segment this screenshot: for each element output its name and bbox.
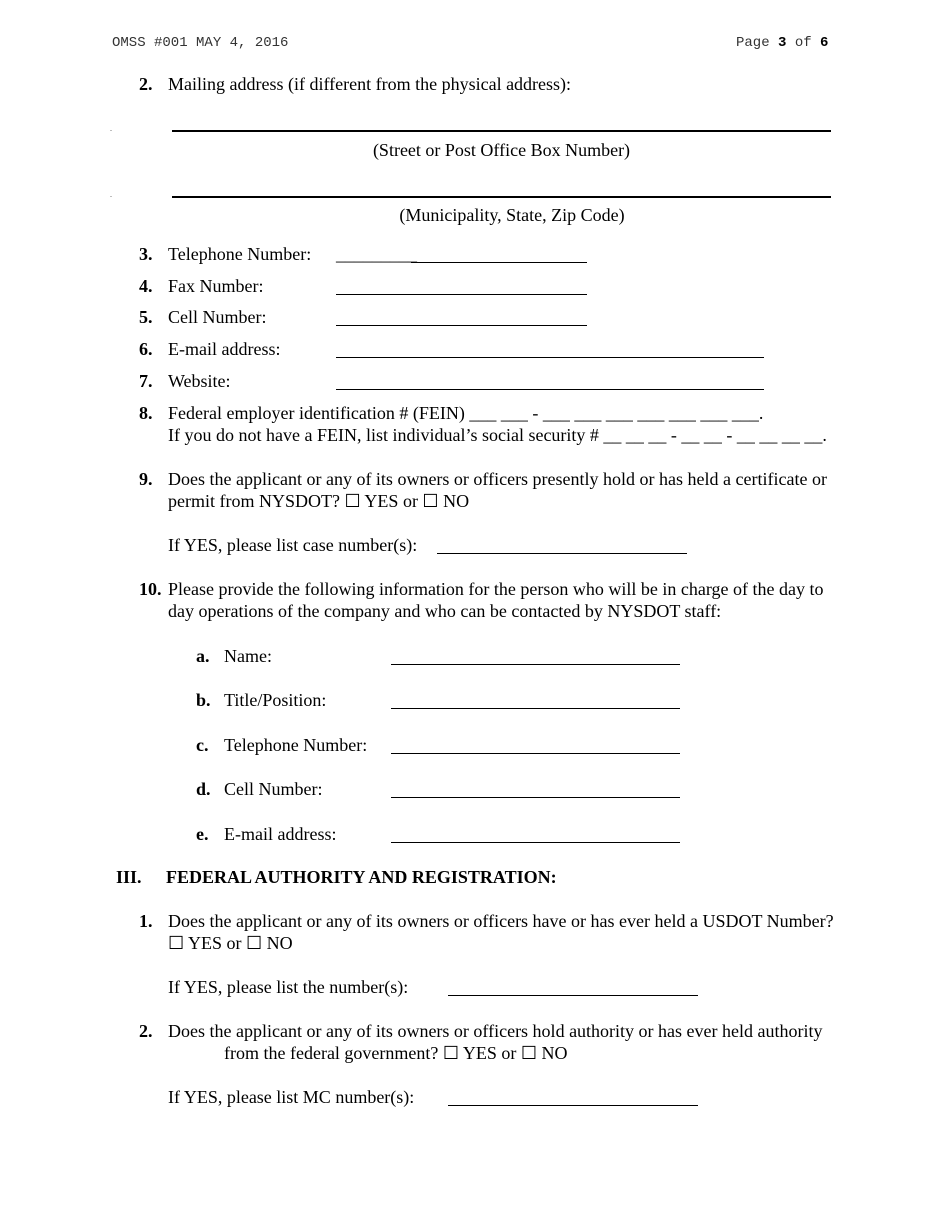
s3q2-line1: Does the applicant or any of its owners or officers hold authority or has ever held authority bbox=[168, 1021, 823, 1041]
street-caption: (Street or Post Office Box Number) bbox=[372, 140, 631, 160]
q10d-label: Cell Number: bbox=[224, 779, 323, 799]
q7-number: 7. bbox=[139, 371, 153, 391]
q10-line1: Please provide the following information for the person who will be in charge of the day to bbox=[168, 579, 824, 599]
q3-number: 3. bbox=[139, 244, 153, 264]
city-state-zip-field[interactable] bbox=[172, 196, 831, 198]
usdot-numbers-field[interactable] bbox=[448, 995, 698, 996]
q10b-letter: b. bbox=[196, 690, 211, 710]
page-total: 6 bbox=[820, 35, 829, 51]
mc-numbers-field[interactable] bbox=[448, 1105, 698, 1106]
contact-cell-field[interactable] bbox=[391, 797, 680, 798]
page-current: 3 bbox=[778, 35, 787, 51]
q9-line1: Does the applicant or any of its owners or officers presently hold or has held a certificate or bbox=[168, 469, 827, 489]
fax-field[interactable] bbox=[336, 294, 587, 295]
s3q1-number: 1. bbox=[139, 911, 153, 931]
q9-followup-label: If YES, please list case number(s): bbox=[168, 535, 418, 555]
city-caption: (Municipality, State, Zip Code) bbox=[399, 205, 625, 225]
q10d-letter: d. bbox=[196, 779, 211, 799]
contact-telephone-field[interactable] bbox=[391, 753, 680, 754]
fein-field[interactable]: Federal employer identification # (FEIN) ___ ___ - ___ ___ ___ ___ ___ ___ ___. bbox=[168, 403, 764, 423]
page-indicator bbox=[736, 34, 828, 52]
q10a-label: Name: bbox=[224, 646, 272, 666]
case-numbers-field[interactable] bbox=[437, 553, 687, 554]
q10e-label: E-mail address: bbox=[224, 824, 337, 844]
q9-yes-no-checkboxes[interactable]: permit from NYSDOT? ☐ YES or ☐ NO bbox=[168, 491, 470, 511]
q9-number: 9. bbox=[139, 469, 153, 489]
contact-title-field[interactable] bbox=[391, 708, 680, 709]
q3-label: Telephone Number: bbox=[168, 244, 312, 264]
s3q2-number: 2. bbox=[139, 1021, 153, 1041]
ssn-field[interactable]: If you do not have a FEIN, list individual’s social security # __ __ __ - __ __ - __ __ __ __. bbox=[168, 425, 827, 445]
q6-number: 6. bbox=[139, 339, 153, 359]
q10b-label: Title/Position: bbox=[224, 690, 327, 710]
form-id: OMSS #001 MAY 4, 2016 bbox=[112, 35, 289, 51]
q10c-label: Telephone Number: bbox=[224, 735, 368, 755]
page-prefix: Page bbox=[736, 35, 770, 51]
section-number: III. bbox=[116, 867, 142, 887]
website-field[interactable] bbox=[336, 389, 764, 390]
q10e-letter: e. bbox=[196, 824, 209, 844]
q10c-letter: c. bbox=[196, 735, 209, 755]
q2-label: Mailing address (if different from the physical address): bbox=[168, 74, 572, 94]
s3q1-followup-label: If YES, please list the number(s): bbox=[168, 977, 409, 997]
q10-line2: day operations of the company and who can be contacted by NYSDOT staff: bbox=[168, 601, 722, 621]
margin-dot: . bbox=[110, 190, 112, 199]
margin-dot: . bbox=[110, 124, 112, 133]
telephone-field[interactable] bbox=[411, 262, 587, 263]
page-of: of bbox=[794, 35, 812, 51]
s3q2-yes-no-checkboxes[interactable]: from the federal government? ☐ YES or ☐ NO bbox=[224, 1043, 568, 1063]
cell-field[interactable] bbox=[336, 325, 587, 326]
contact-email-field[interactable] bbox=[391, 842, 680, 843]
q5-number: 5. bbox=[139, 307, 153, 327]
q7-label: Website: bbox=[168, 371, 231, 391]
s3q2-followup-label: If YES, please list MC number(s): bbox=[168, 1087, 415, 1107]
contact-name-field[interactable] bbox=[391, 664, 680, 665]
email-field[interactable] bbox=[336, 357, 764, 358]
q5-label: Cell Number: bbox=[168, 307, 267, 327]
q4-number: 4. bbox=[139, 276, 153, 296]
q2-number: 2. bbox=[139, 74, 153, 94]
s3q1-yes-no-checkboxes[interactable]: ☐ YES or ☐ NO bbox=[168, 933, 293, 953]
q10-number: 10. bbox=[139, 579, 162, 599]
q4-label: Fax Number: bbox=[168, 276, 264, 296]
s3q1-line1: Does the applicant or any of its owners or officers have or has ever held a USDOT Number? bbox=[168, 911, 834, 931]
q8-number: 8. bbox=[139, 403, 153, 423]
q3-prefix-blank: _________ bbox=[336, 244, 417, 264]
q6-label: E-mail address: bbox=[168, 339, 281, 359]
section-title: FEDERAL AUTHORITY AND REGISTRATION: bbox=[166, 867, 557, 887]
street-address-field[interactable] bbox=[172, 130, 831, 132]
q10a-letter: a. bbox=[196, 646, 210, 666]
